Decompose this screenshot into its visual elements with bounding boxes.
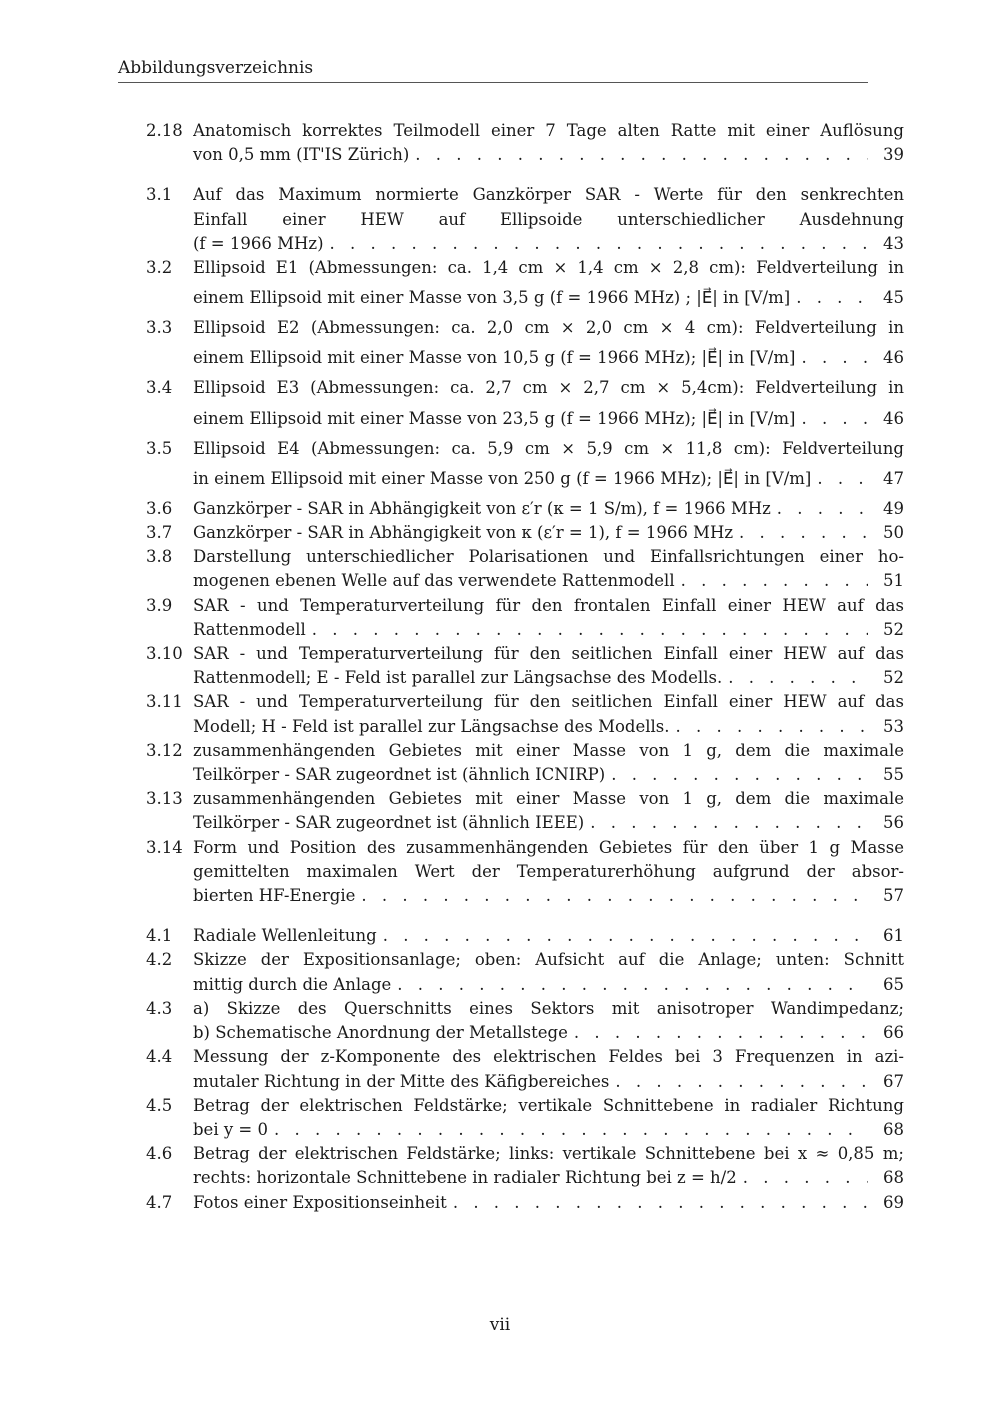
figure-number[interactable]: 4.1 [146, 926, 173, 946]
figure-number[interactable]: 4.3 [146, 998, 173, 1018]
caption-line: SAR - und Temperaturverteilung für den seitlichen Einfall einer HEW auf das [193, 692, 904, 712]
figure-number[interactable]: 3.13 [146, 789, 183, 809]
dot-leader [739, 521, 868, 545]
figure-entry[interactable] [146, 642, 904, 690]
caption-last-line[interactable]: Modell; H - Feld ist parallel zur Längsachse des Modells. [193, 716, 670, 736]
page-reference[interactable]: 69 [883, 1192, 904, 1212]
dot-leader [676, 715, 869, 739]
caption-last-line[interactable]: (f = 1966 MHz) [193, 233, 324, 253]
page-reference[interactable]: 65 [883, 974, 904, 994]
caption-line: zusammenhängenden Gebietes mit einer Masse von 1 g, dem die maximale [193, 789, 904, 809]
caption-line: Ellipsoid E1 (Abmessungen: ca. 1,4 cm × 1,4 cm × 2,8 cm): Feldverteilung in [193, 258, 904, 278]
figure-number[interactable]: 2.18 [146, 121, 183, 140]
caption-line: Darstellung unterschiedlicher Polarisationen und Einfallsrichtungen einer ho- [193, 547, 904, 567]
caption-last-line[interactable]: mutaler Richtung in der Mitte des Käfigbereiches [193, 1071, 610, 1091]
page-reference[interactable]: 45 [883, 288, 904, 308]
running-head: Abbildungsverzeichnis [118, 58, 314, 78]
figure-entry[interactable] [146, 376, 904, 436]
page-reference[interactable]: 50 [883, 523, 904, 543]
figure-entry[interactable] [146, 545, 904, 593]
caption-last-line[interactable]: einem Ellipsoid mit einer Masse von 10,5 g (f = 1966 MHz); |E⃗| in [V/m] [193, 348, 796, 368]
figure-entry[interactable] [146, 739, 904, 787]
page-reference[interactable]: 66 [883, 1023, 904, 1043]
caption-line: Form und Position des zusammenhängenden Gebietes für den über 1 g Masse [193, 837, 904, 857]
caption-line: Einfall einer HEW auf Ellipsoide unterschiedlicher Ausdehnung [193, 209, 904, 229]
page-reference[interactable]: 68 [883, 1119, 904, 1139]
caption-last-line[interactable]: von 0,5 mm (IT'IS Zürich) [193, 145, 410, 165]
page-reference[interactable]: 53 [883, 716, 904, 736]
dot-leader [590, 811, 868, 835]
dot-leader [383, 924, 868, 948]
dot-leader [574, 1021, 868, 1045]
group-gap [146, 908, 904, 924]
page-reference[interactable]: 52 [883, 619, 904, 639]
figure-number[interactable]: 3.7 [146, 523, 173, 543]
figure-entry[interactable] [146, 521, 904, 545]
figure-number[interactable]: 4.7 [146, 1192, 173, 1212]
figure-entry[interactable] [146, 256, 904, 316]
caption-last-line[interactable]: Rattenmodell; E - Feld ist parallel zur Längsachse des Modells. [193, 668, 723, 688]
caption-last-line[interactable]: mittig durch die Anlage [193, 974, 392, 994]
figure-number[interactable]: 4.5 [146, 1095, 173, 1115]
caption-last-line[interactable]: in einem Ellipsoid mit einer Masse von 250 g (f = 1966 MHz); |E⃗| in [V/m] [193, 468, 812, 488]
caption-last-line[interactable]: bierten HF-Energie [193, 886, 356, 906]
dot-leader [312, 618, 868, 642]
dot-leader [397, 973, 868, 997]
figure-number[interactable]: 3.1 [146, 185, 173, 205]
caption-line: Ellipsoid E2 (Abmessungen: ca. 2,0 cm × 2,0 cm × 4 cm): Feldverteilung in [193, 318, 904, 338]
group-gap [146, 167, 904, 183]
page-reference[interactable]: 39 [883, 145, 904, 165]
figure-number[interactable]: 3.4 [146, 378, 173, 398]
page-reference[interactable]: 47 [883, 468, 904, 488]
figure-number[interactable]: 3.3 [146, 318, 173, 338]
figure-entry[interactable] [146, 497, 904, 521]
page-number: vii [489, 1315, 511, 1335]
figure-entry[interactable] [146, 594, 904, 642]
page-reference[interactable]: 67 [883, 1071, 904, 1091]
caption-last-line[interactable]: Teilkörper - SAR zugeordnet ist (ähnlich IEEE) [193, 813, 585, 833]
figure-number[interactable]: 3.2 [146, 258, 173, 278]
caption-last-line[interactable]: Fotos einer Expositionseinheit [193, 1192, 447, 1212]
figure-entry[interactable] [146, 948, 904, 996]
figure-entry[interactable] [146, 316, 904, 376]
dot-leader [796, 280, 868, 316]
caption-last-line[interactable]: mogenen ebenen Welle auf das verwendete Rattenmodell [193, 571, 675, 591]
figure-number[interactable]: 4.4 [146, 1047, 173, 1067]
dot-leader [777, 497, 868, 521]
dot-leader [274, 1118, 868, 1142]
figure-entry[interactable] [146, 1045, 904, 1093]
figure-entry[interactable] [146, 1142, 904, 1190]
page-reference[interactable]: 61 [883, 926, 904, 946]
caption-line: Betrag der elektrischen Feldstärke; links: vertikale Schnittebene bei x ≈ 0,85 m; [193, 1144, 904, 1164]
dot-leader [801, 340, 868, 376]
page-reference[interactable]: 46 [883, 348, 904, 368]
figure-number[interactable]: 3.6 [146, 498, 173, 518]
figure-number[interactable]: 3.11 [146, 692, 183, 712]
page-reference[interactable]: 49 [883, 498, 904, 518]
caption-line: Ellipsoid E3 (Abmessungen: ca. 2,7 cm × 2,7 cm × 5,4cm): Feldverteilung in [193, 378, 904, 398]
dot-leader [728, 666, 868, 690]
caption-last-line[interactable]: bei y = 0 [193, 1119, 268, 1139]
dot-leader [415, 143, 868, 167]
figure-entry[interactable] [146, 1191, 904, 1215]
dot-leader [615, 1070, 868, 1094]
caption-last-line[interactable]: einem Ellipsoid mit einer Masse von 23,5 g (f = 1966 MHz); |E⃗| in [V/m] [193, 408, 796, 428]
page-reference[interactable]: 57 [883, 886, 904, 906]
figure-entry[interactable] [146, 183, 904, 256]
figure-number[interactable]: 3.12 [146, 740, 183, 760]
caption-line: zusammenhängenden Gebietes mit einer Masse von 1 g, dem die maximale [193, 740, 904, 760]
dot-leader [330, 232, 868, 256]
dot-leader [453, 1191, 868, 1215]
caption-last-line[interactable]: b) Schematische Anordnung der Metallstege [193, 1023, 568, 1043]
dot-leader [817, 461, 868, 497]
list-of-figures [146, 119, 904, 1215]
page-reference[interactable]: 52 [883, 668, 904, 688]
figure-entry[interactable] [146, 437, 904, 497]
figure-entry[interactable] [146, 787, 904, 835]
page-reference[interactable]: 43 [883, 233, 904, 253]
figure-entry[interactable] [146, 690, 904, 738]
figure-number[interactable]: 3.9 [146, 595, 173, 615]
dot-leader [681, 569, 868, 593]
page-reference[interactable]: 56 [883, 813, 904, 833]
page-reference[interactable]: 55 [883, 765, 904, 785]
caption-line: Ellipsoid E4 (Abmessungen: ca. 5,9 cm × 5,9 cm × 11,8 cm): Feldverteilung [193, 438, 904, 458]
caption-line: Anatomisch korrektes Teilmodell einer 7 Tage alten Ratte mit einer Auflösung [193, 121, 904, 140]
dot-leader [611, 763, 868, 787]
dot-leader [801, 401, 868, 437]
caption-line: a) Skizze des Querschnitts eines Sektors mit anisotroper Wandimpedanz; [193, 998, 904, 1018]
dot-leader [361, 884, 868, 908]
caption-last-line[interactable]: Ganzkörper - SAR in Abhängigkeit von ε′r (κ = 1 S/m), f = 1966 MHz [193, 498, 771, 518]
caption-last-line[interactable]: Rattenmodell [193, 619, 306, 639]
figure-number[interactable]: 4.2 [146, 950, 173, 970]
caption-last-line[interactable]: einem Ellipsoid mit einer Masse von 3,5 g (f = 1966 MHz) ; |E⃗| in [V/m] [193, 288, 791, 308]
caption-line: Messung der z-Komponente des elektrischen Feldes bei 3 Frequenzen in azi- [193, 1047, 904, 1067]
figure-number[interactable]: 3.5 [146, 438, 173, 458]
caption-line: Skizze der Expositionsanlage; oben: Aufsicht auf die Anlage; unten: Schnitt [193, 950, 904, 970]
header-rule [118, 82, 868, 83]
figure-entry[interactable] [146, 836, 904, 909]
caption-last-line[interactable]: rechts: horizontale Schnittebene in radialer Richtung bei z = h/2 [193, 1168, 737, 1188]
figure-number[interactable]: 3.10 [146, 644, 183, 664]
caption-line: Auf das Maximum normierte Ganzkörper SAR - Werte für den senkrechten [193, 185, 904, 205]
figure-number[interactable]: 3.8 [146, 547, 173, 567]
page-reference[interactable]: 68 [883, 1168, 904, 1188]
caption-last-line[interactable]: Ganzkörper - SAR in Abhängigkeit von κ (ε′r = 1), f = 1966 MHz [193, 523, 734, 543]
page-reference[interactable]: 51 [883, 571, 904, 591]
caption-line: gemittelten maximalen Wert der Temperaturerhöhung aufgrund der absor- [193, 861, 904, 881]
caption-line: SAR - und Temperaturverteilung für den seitlichen Einfall einer HEW auf das [193, 644, 904, 664]
figure-entry[interactable] [146, 997, 904, 1045]
caption-line: Betrag der elektrischen Feldstärke; vertikale Schnittebene in radialer Richtung [193, 1095, 904, 1115]
figure-entry[interactable] [146, 924, 904, 948]
figure-entry[interactable] [146, 119, 904, 167]
dot-leader [743, 1166, 868, 1190]
figure-number[interactable]: 4.6 [146, 1144, 173, 1164]
page-reference[interactable]: 46 [883, 408, 904, 428]
caption-last-line[interactable]: Teilkörper - SAR zugeordnet ist (ähnlich ICNIRP) [193, 765, 606, 785]
figure-entry[interactable] [146, 1094, 904, 1142]
figure-number[interactable]: 3.14 [146, 837, 183, 857]
caption-last-line[interactable]: Radiale Wellenleitung [193, 926, 377, 946]
caption-line: SAR - und Temperaturverteilung für den frontalen Einfall einer HEW auf das [193, 595, 904, 615]
